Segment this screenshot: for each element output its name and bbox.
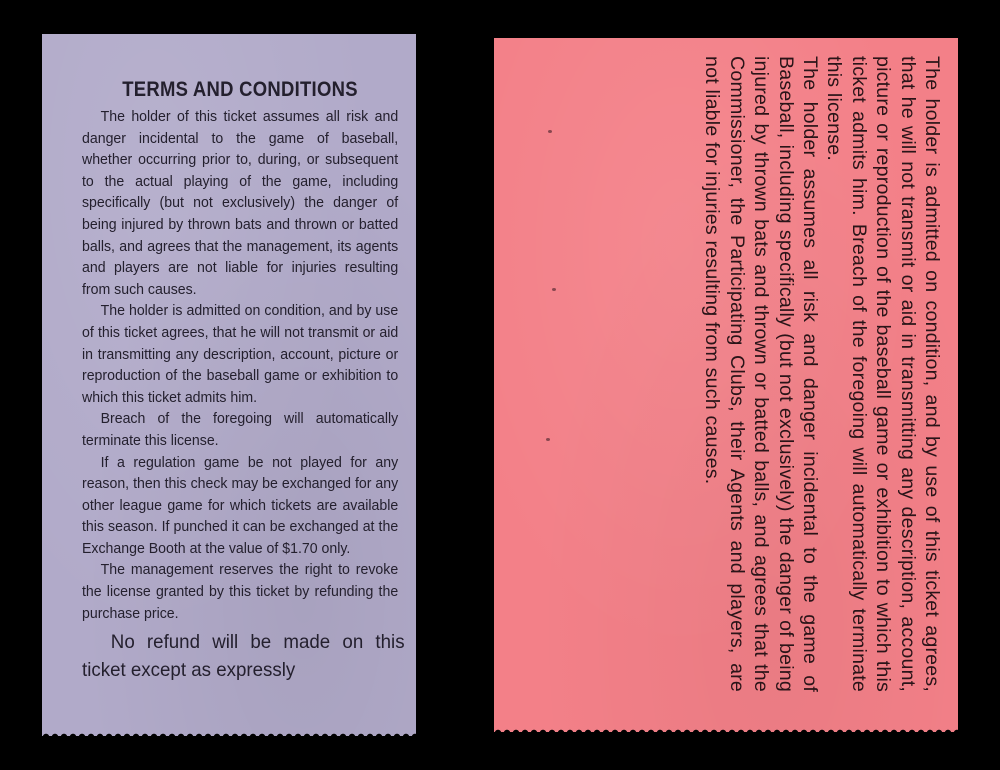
terms-closing-refund: No refund will be made on this ticket except as expressly	[82, 631, 405, 682]
ink-speck	[548, 130, 552, 133]
terms-paragraph-risk: The holder of this ticket assumes all risk and danger incidental to the game of baseball, whether occurring prior to, during, or subsequent to the actual playing of the game, including specifically (but not exclusively) the danger of being injured by thrown bats and thrown or batted balls, and agrees that the management, its agents and players are not liable for injuries resulting from such causes.	[82, 108, 399, 298]
terms-paragraph-revoke: The management reserves the right to revoke the license granted by this ticket by refunding the purchase price.	[82, 561, 399, 622]
ink-speck	[552, 288, 556, 291]
ink-speck	[546, 438, 550, 441]
license-paragraph-admission: The holder is admitted on condition, and by use of this ticket agrees, that he will not transmit or aid in transmitting any description, account, picture or reproduction of the baseball game or exhibition to which this ticket admits him. Breach of the foregoing will automatically terminate this license.	[823, 56, 943, 692]
terms-paragraph-breach: Breach of the foregoing will automatically terminate this license.	[82, 410, 399, 449]
terms-paragraph-rain-check: If a regulation game be not played for any reason, then this check may be exchanged for any other league game for which tickets are available this season. If punched it can be exchanged at the Exchange Booth at the value of $1.70 only.	[82, 453, 399, 557]
terms-paragraph-admission: The holder is admitted on condition, and by use of this ticket agrees, that he will not transmit or aid in transmitting any description, account, picture or reproduction of the baseball game or exhibition to which this ticket admits him.	[82, 302, 399, 406]
terms-title: TERMS AND CONDITIONS	[122, 78, 358, 101]
license-rotated-text	[644, 56, 944, 692]
license-paragraph-risk: The holder assumes all risk and danger incidental to the game of Baseball, including specifically (but not exclusively) the danger of being injured by thrown bats and thrown or batted balls, and agrees that the Commissioner, the Participating Clubs, their Agents and players, are not liable for injuries resulting from such causes.	[701, 56, 821, 692]
license-ticket-stub	[494, 38, 958, 732]
terms-ticket-stub	[42, 34, 416, 736]
